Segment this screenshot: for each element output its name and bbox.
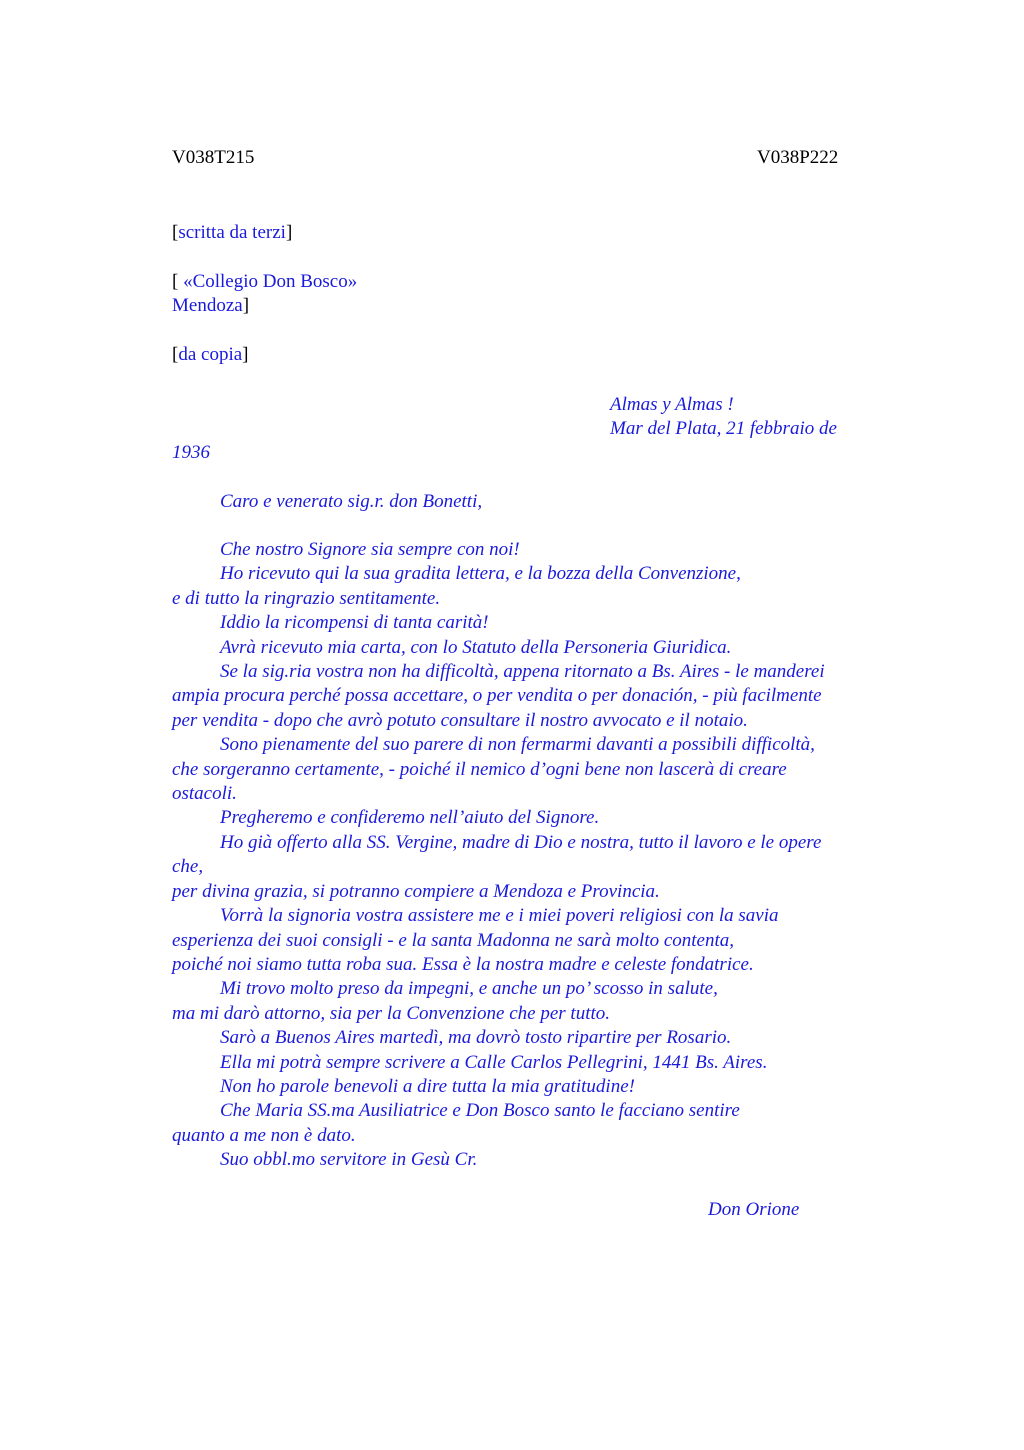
letter-body-line: Sarò a Buenos Aires martedì, ma dovrò tosto ripartire per Rosario. (220, 1027, 732, 1049)
letter-body-line: Sono pienamente del suo parere di non fermarmi davanti a possibili difficoltà, (220, 734, 815, 756)
letter-body-line: che, (172, 856, 204, 878)
letter-body (172, 538, 825, 1173)
letter-motto: Almas y Almas ! (610, 394, 734, 415)
letter-body-line: esperienza dei suoi consigli - e la santa Madonna ne sarà molto contenta, (172, 929, 735, 951)
letter-body-line: per divina grazia, si potranno compiere a Mendoza e Provincia. (172, 880, 660, 902)
note-place-line1: «Collegio Don Bosco» (178, 271, 358, 292)
letter-body-line: Che Maria SS.ma Ausiliatrice e Don Bosco santo le facciano sentire (220, 1100, 740, 1122)
letter-body-line: Mi trovo molto preso da impegni, e anche un po’ scosso in salute, (220, 978, 718, 1000)
letter-body-line: ostacoli. (172, 783, 237, 805)
letter-body-line: poiché noi siamo tutta roba sua. Essa è la nostra madre e celeste fondatrice. (172, 953, 754, 975)
letter-body-line: Che nostro Signore sia sempre con noi! (220, 539, 520, 560)
letter-body-line: Non ho parole benevoli a dire tutta la mia gratitudine! (220, 1075, 635, 1097)
letter-body-line: che sorgeranno certamente, - poiché il nemico d’ogni bene non lascerà di creare (172, 758, 787, 780)
letter-body-line: Ho già offerto alla SS. Vergine, madre di Dio e nostra, tutto il lavoro e le opere (220, 831, 822, 853)
letter-body-line: Vorrà la signoria vostra assistere me e i miei poveri religiosi con la savia (220, 905, 779, 927)
letter-body-line: Ella mi potrà sempre scrivere a Calle Carlos Pellegrini, 1441 Bs. Aires. (220, 1051, 768, 1073)
document-code-right: V038P222 (757, 147, 839, 168)
document-code-left: V038T215 (172, 147, 255, 168)
note-place: [ «Collegio Don Bosco» Mendoza] (172, 271, 358, 316)
letter-salutation: Caro e venerato sig.r. don Bonetti, (220, 491, 483, 512)
letter-date-line: Mar del Plata, 21 febbraio de (610, 418, 837, 439)
letter-body-line: ampia procura perché possa accettare, o per vendita o per donación, - più facilmente (172, 685, 822, 707)
letter-body-line: Se la sig.ria vostra non ha difficoltà, appena ritornato a Bs. Aires - le manderei (220, 661, 825, 683)
note-place-line2: Mendoza (172, 295, 243, 316)
letter-body-line: ma mi darò attorno, sia per la Convenzione che per tutto. (172, 1002, 611, 1024)
letter-body-line: Iddio la ricompensi di tanta carità! (220, 612, 489, 634)
letter-body-line: per vendita - dopo che avrò potuto consultare il nostro avvocato e il notaio. (172, 709, 748, 731)
letter-body-line: Ho ricevuto qui la sua gradita lettera, e la bozza della Convenzione, (220, 563, 741, 585)
letter-body-line: e di tutto la ringrazio sentitamente. (172, 587, 441, 609)
letter-year: 1936 (172, 442, 210, 463)
letter-body-line: Avrà ricevuto mia carta, con lo Statuto della Personeria Giuridica. (220, 636, 732, 658)
note-source-text: da copia (178, 344, 243, 365)
note-written-by-text: scritta da terzi (178, 222, 286, 243)
note-written-by: [scritta da terzi] (172, 222, 293, 243)
letter-body-line: quanto a me non è dato. (172, 1124, 356, 1146)
letter-signature: Don Orione (708, 1199, 800, 1220)
note-source: [da copia] (172, 344, 249, 365)
letter-body-line: Suo obbl.mo servitore in Gesù Cr. (220, 1149, 478, 1171)
letter-body-line: Pregheremo e confideremo nell’aiuto del Signore. (220, 807, 600, 829)
